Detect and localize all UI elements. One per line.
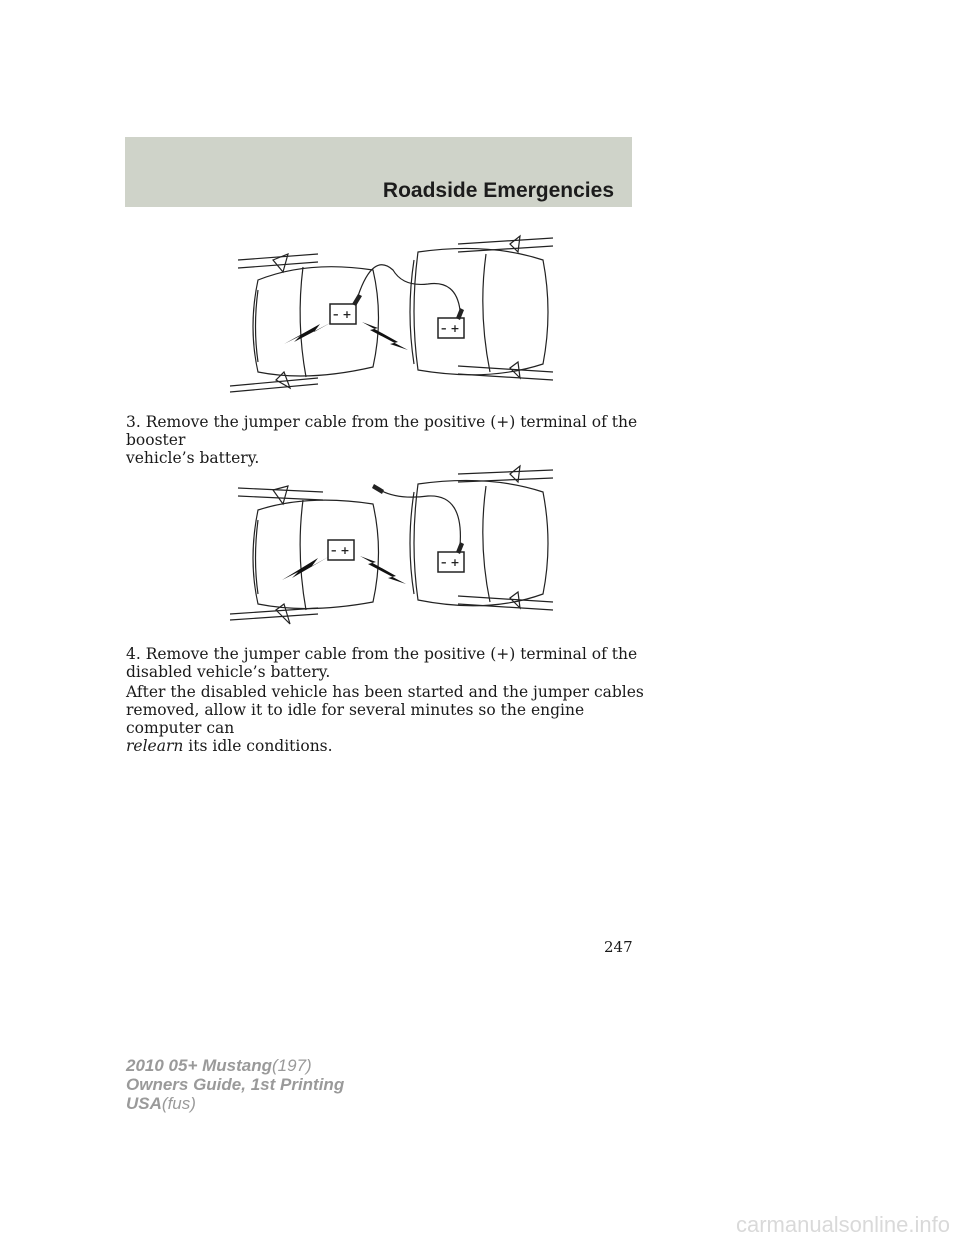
footer-market: USA: [126, 1094, 162, 1113]
footer-model-code: (197): [272, 1056, 312, 1075]
jumper-diagram-2-svg: [228, 464, 558, 634]
jumper-diagram-1-svg: [228, 232, 558, 397]
note-paragraph: [126, 683, 646, 755]
jumper-diagram-1: [228, 232, 558, 397]
note-italic-word: relearn: [126, 737, 184, 755]
step-3-text: 3. Remove the jumper cable from the positive (+) terminal of the booster vehicle’s battery.: [126, 413, 638, 467]
page-number: 247: [604, 938, 633, 956]
spark-icon: [362, 322, 408, 350]
jumper-diagram-2: [228, 464, 558, 634]
footer-guide: Owners Guide, 1st Printing: [126, 1075, 345, 1094]
note-text: After the disabled vehicle has been started and the jumper cables removed, allow it to idle for several minutes so the engine computer can: [126, 683, 644, 737]
battery-terminals-label: – +: [441, 322, 460, 335]
note-text-end: its idle conditions.: [188, 737, 333, 755]
battery-terminals-label: – +: [333, 308, 352, 321]
step-4-text: 4. Remove the jumper cable from the positive (+) terminal of the disabled vehicle’s battery.: [126, 645, 638, 681]
spark-icon: [360, 556, 406, 584]
battery-terminals-label: – +: [441, 556, 460, 569]
footer-model: 2010 05+ Mustang: [126, 1056, 272, 1075]
spark-icon: [282, 556, 330, 580]
print-footer: [126, 1056, 344, 1113]
section-title: Roadside Emergencies: [382, 179, 614, 202]
battery-terminals-label: – +: [331, 544, 350, 557]
footer-market-code: (fus): [161, 1094, 196, 1113]
header-band: [125, 137, 632, 207]
spark-icon: [284, 322, 332, 344]
watermark: carmanualsonline.info: [735, 1212, 950, 1237]
